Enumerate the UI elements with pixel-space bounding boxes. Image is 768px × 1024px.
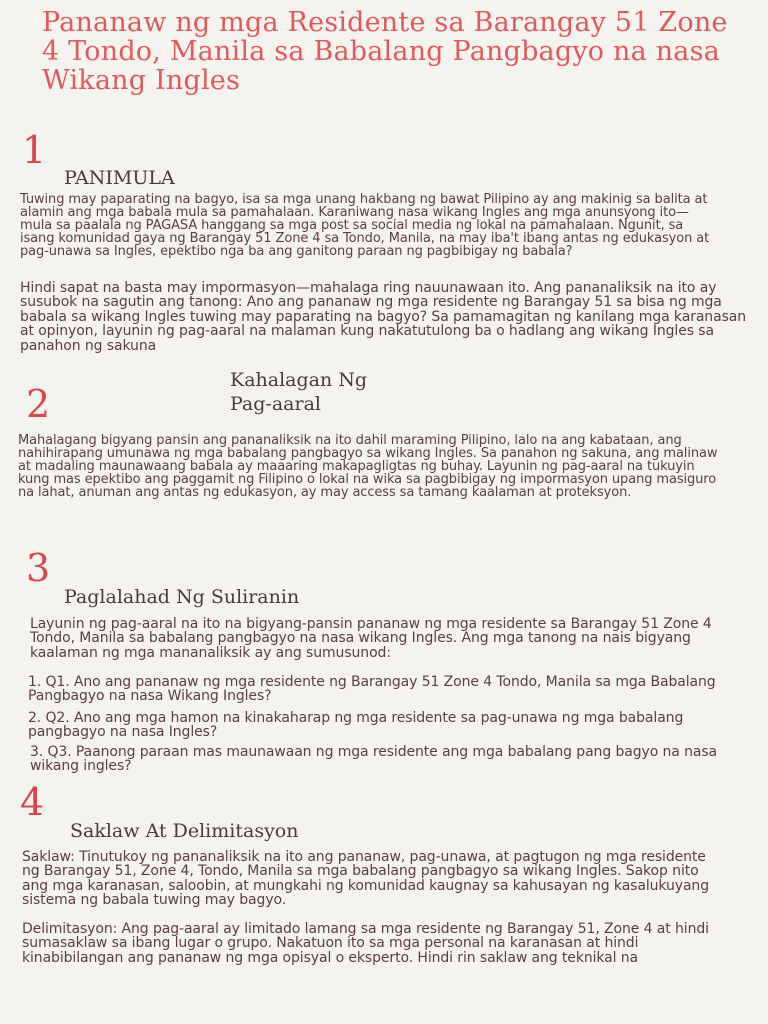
section-paragraph: Mahalagang bigyang pansin ang pananaliksik na ito dahil maraming Pilipino, lalo na ang kabataan, ang nahihirapang umunawa ng mga babalang pangbagyo sa wikang Ingles. Sa panahon ng sakuna, ang malinaw at madaling maunawaang babala ay maaaring makapagligtas ng buhay. Layunin ng pag-aaral na tukuyin kung mas epektibo ang paggamit ng Filipino o lokal na wika sa pagbibigay ng impormasyon upang masiguro na lahat, anuman ang antas ng edukasyon, ay may access sa tamang kaalaman at proteksyon. (18, 433, 718, 500)
section-number: 1 (22, 128, 47, 172)
section-heading (230, 368, 367, 416)
section-number: 4 (20, 780, 45, 824)
section-number: 3 (26, 546, 51, 590)
section-paragraph: Hindi sapat na basta may impormasyon—mahalaga ring nauunawaan ito. Ang pananaliksik na ito ay susubok na sagutin ang tanong: Ano ang pananaw ng mga residente ng Barangay 51 sa bisa ng mga babala sa wikang Ingles tuwing may paparating na bagyo? Sa pamamagitan ng kanilang mga karanasan at opinyon, layunin ng pag-aaral na malaman kung nakatutulong ba o hadlang ang wikang Ingles sa panahon ng sakuna (20, 280, 747, 354)
section-heading: PANIMULA (64, 167, 175, 189)
page-title: Pananaw ng mga Residente sa Barangay 51 Zone 4 Tondo, Manila sa Babalang Pangbagyo na nasa Wikang Ingles (42, 7, 728, 96)
question-item: 2. Q2. Ano ang mga hamon na kinakaharap ng mga residente sa pag-unawa ng mga babalang pangbagyo na nasa Ingles? (28, 710, 684, 741)
question-item: 1. Q1. Ano ang pananaw ng mga residente ng Barangay 51 Zone 4 Tondo, Manila sa mga Babalang Pangbagyo na nasa Wikang Ingles? (28, 674, 716, 705)
section-number: 2 (26, 382, 51, 426)
section-paragraph: Layunin ng pag-aaral na ito na bigyang-pansin pananaw ng mga residente sa Barangay 51 Zone 4 Tondo, Manila sa babalang pangbagyo na nasa wikang Ingles. Ang mga tanong na nais bigyang kaalaman ng mga mananaliksik ay ang sumusunod: (30, 616, 712, 661)
section-paragraph: Delimitasyon: Ang pag-aaral ay limitado lamang sa mga residente ng Barangay 51, Zone 4 at hindi sumasaklaw sa ibang lugar o grupo. Nakatuon ito sa mga personal na karanasan at hindi kinabibilangan ang pananaw ng mga opisyal o eksperto. Hindi rin saklaw ang teknikal na (22, 921, 709, 966)
section-heading-line: Kahalagan Ng (230, 369, 368, 391)
section-heading: Paglalahad Ng Suliranin (64, 586, 300, 608)
section-paragraph: Saklaw: Tinutukoy ng pananaliksik na ito ang pananaw, pag-unawa, at pagtugon ng mga residente ng Barangay 51, Zone 4, Tondo, Manila sa mga babalang pangbagyo sa wikang Ingles. Sakop nito ang mga karanasan, saloobin, at mungkahi ng komunidad kaugnay sa kahusayan ng kasalukuyang sistema ng babala tuwing may bagyo. (22, 849, 709, 909)
section-heading: Saklaw At Delimitasyon (70, 820, 299, 842)
section-paragraph: Tuwing may paparating na bagyo, isa sa mga unang hakbang ng bawat Pilipino ay ang makinig sa balita at alamin ang mga babala mula sa pamahalaan. Karaniwang nasa wikang Ingles ang mga anunsyong ito—mula sa paalala ng PAGASA hanggang sa mga post sa social media ng lokal na pamahalaan. Ngunit, sa isang komunidad gaya ng Barangay 51 Zone 4 sa Tondo, Manila, na may iba't ibang antas ng edukasyon at pag-unawa sa Ingles, epektibo nga ba ang ganitong paraan ng pagbibigay ng babala? (20, 192, 710, 259)
question-item: 3. Q3. Paanong paraan mas maunawaan ng mga residente ang mga babalang pang bagyo na nasa wikang ingles? (30, 744, 718, 775)
section-heading-line: Pag-aaral (230, 393, 321, 415)
